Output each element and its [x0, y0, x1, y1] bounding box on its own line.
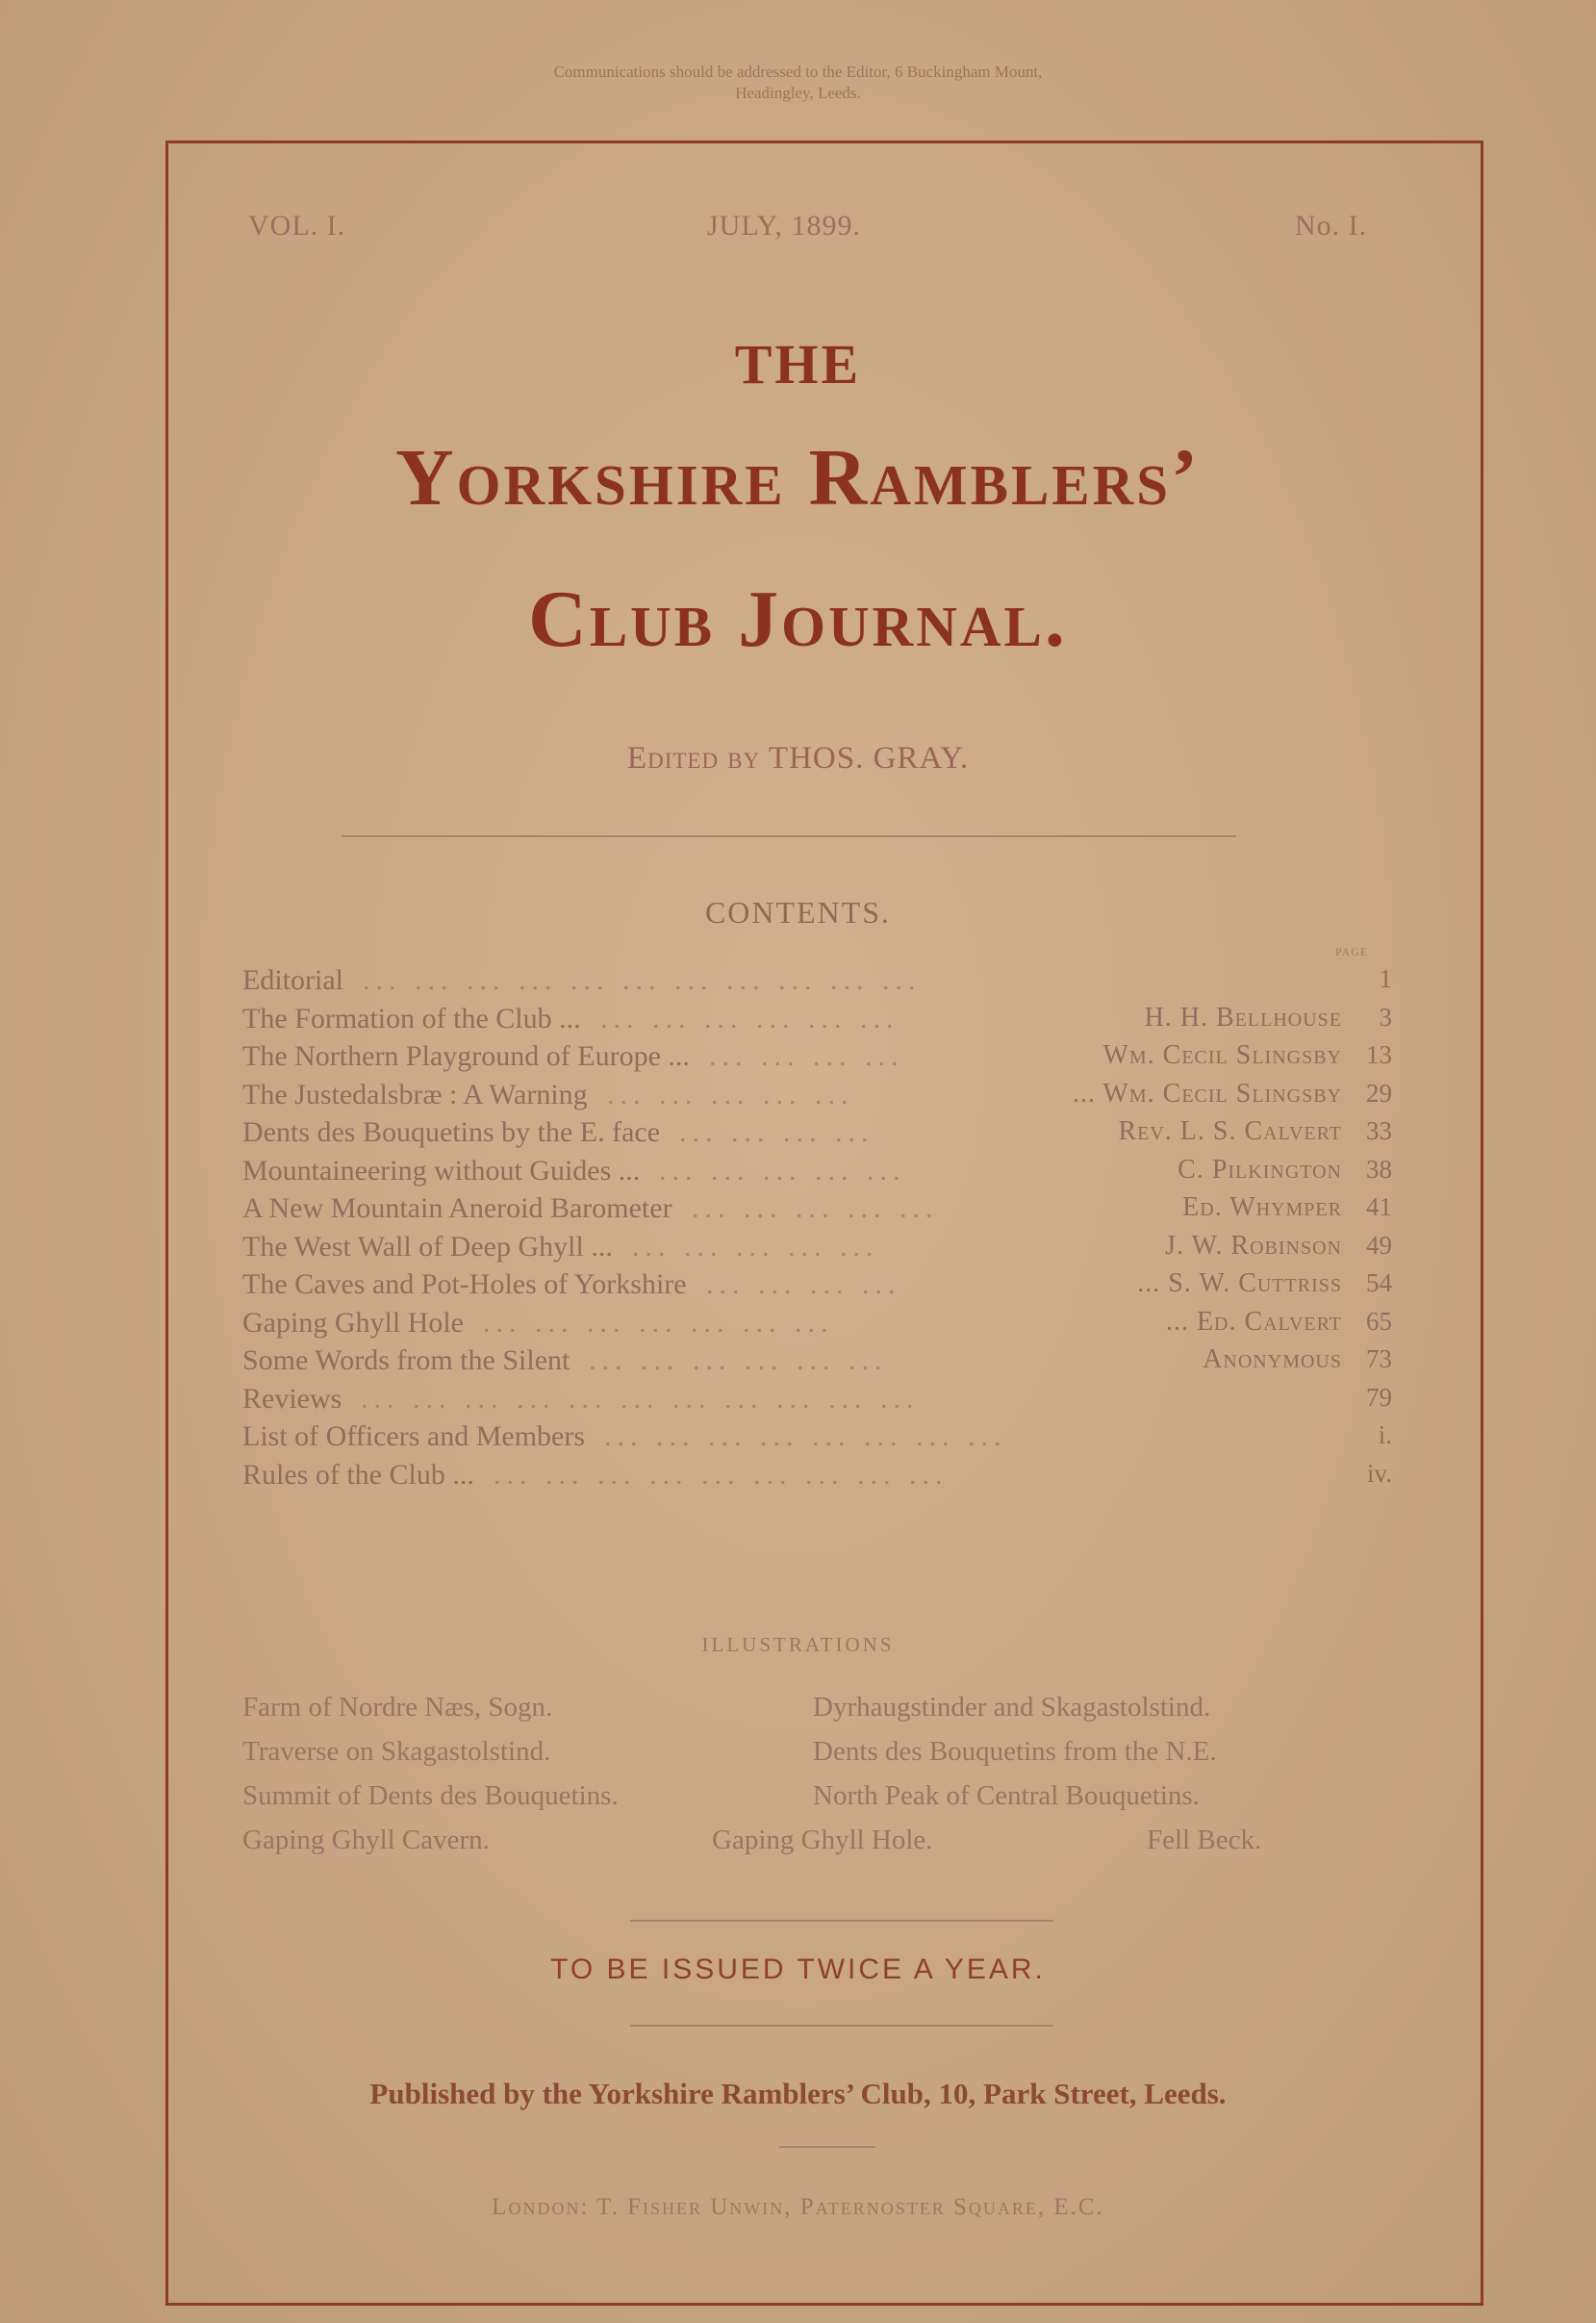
contents-row	[242, 1003, 1392, 1041]
contents-page-number: 73	[1366, 1344, 1392, 1373]
contents-title: The Formation of the Club ...	[242, 1002, 581, 1034]
editor-line	[0, 741, 1596, 777]
dot-leader: ... ... ... ... ... ... ...	[483, 1306, 834, 1339]
dot-leader: ... ... ... ...	[709, 1040, 904, 1072]
contents-row	[242, 1459, 1392, 1497]
illustration-item: Fell Beck.	[1147, 1825, 1262, 1855]
illustration-item: Summit of Dents des Bouquetins.	[242, 1780, 619, 1811]
contents-title: The Justedalsbræ : A Warning	[242, 1078, 588, 1110]
contents-title: Mountaineering without Guides ...	[242, 1154, 641, 1187]
header-note-line1: Communications should be addressed to the Editor, 6 Buckingham Mount,	[553, 63, 1043, 81]
contents-row	[242, 1420, 1392, 1459]
editor-prefix: Edited by	[626, 741, 761, 776]
contents-title: The Northern Playground of Europe ...	[242, 1040, 690, 1072]
contents-row	[242, 1040, 1392, 1079]
title-line2: Club Journal.	[528, 574, 1068, 664]
contents-page-number: 13	[1366, 1040, 1392, 1069]
dot-leader: ... ... ... ... ... ... ... ... ...	[494, 1458, 949, 1491]
illustration-item: Traverse on Skagastolstind.	[242, 1736, 551, 1767]
dot-leader: ... ... ... ... ... ...	[589, 1344, 888, 1376]
contents-page-number: 38	[1366, 1154, 1392, 1184]
dot-leader: ... ... ... ... ...	[607, 1078, 854, 1110]
contents-page-number: 54	[1366, 1268, 1392, 1297]
contents-title: Reviews	[242, 1382, 342, 1415]
title-the: THE	[734, 333, 862, 396]
dot-leader: ... ... ... ... ...	[659, 1154, 906, 1187]
contents-author: ... Ed. Calvert	[1165, 1306, 1342, 1337]
contents-row	[242, 1231, 1392, 1269]
header-note-line2: Headingley, Leeds.	[735, 84, 861, 102]
issued-notice: TO BE ISSUED TWICE A YEAR.	[550, 1953, 1046, 1985]
illustration-item: North Peak of Central Bouquetins.	[813, 1780, 1200, 1811]
dot-leader: ... ... ... ... ... ... ... ...	[604, 1420, 1007, 1452]
contents-author: Anonymous	[1203, 1344, 1342, 1374]
contents-title: Gaping Ghyll Hole	[242, 1306, 464, 1339]
illustration-item: Dents des Bouquetins from the N.E.	[813, 1736, 1217, 1767]
dot-leader: ... ... ... ... ...	[692, 1192, 939, 1224]
illustrations-heading: ILLUSTRATIONS	[701, 1633, 895, 1656]
contents-author: ... S. W. Cuttriss	[1137, 1268, 1342, 1298]
dot-leader: ... ... ... ... ... ... ... ... ... ... ...	[361, 1382, 920, 1415]
contents-page-number: 33	[1366, 1116, 1392, 1145]
contents-row	[242, 1383, 1392, 1421]
dot-leader: ... ... ... ... ... ... ... ... ... ... ...	[363, 964, 922, 996]
contents-title: List of Officers and Members	[242, 1420, 586, 1452]
contents-author: J. W. Robinson	[1165, 1230, 1342, 1261]
contents-row	[242, 1079, 1392, 1117]
issue-date: JULY, 1899.	[707, 210, 861, 242]
contents-page-number: 29	[1366, 1078, 1392, 1108]
contents-row	[242, 1192, 1392, 1231]
contents-row	[242, 1307, 1392, 1345]
editor-name: THOS. GRAY.	[768, 741, 970, 776]
divider-rule	[630, 1920, 1053, 1922]
contents-page-number: 3	[1379, 1002, 1392, 1032]
contents-title: The Caves and Pot-Holes of Yorkshire	[242, 1268, 687, 1300]
illustration-item: Farm of Nordre Næs, Sogn.	[242, 1692, 553, 1723]
contents-page-number: 41	[1366, 1192, 1392, 1221]
contents-title: A New Mountain Aneroid Barometer	[242, 1192, 672, 1224]
divider-rule	[779, 2146, 875, 2148]
issue-number: No. I.	[1295, 210, 1368, 242]
contents-author: Rev. L. S. Calvert	[1118, 1116, 1342, 1146]
contents-page-number: 79	[1366, 1382, 1392, 1412]
contents-row	[242, 964, 1392, 1003]
volume-label: VOL. I.	[248, 210, 346, 242]
contents-title: Editorial	[242, 964, 343, 996]
dot-leader: ... ... ... ... ...	[632, 1230, 879, 1263]
dot-leader: ... ... ... ...	[679, 1116, 874, 1148]
contents-page-number: 1	[1379, 964, 1392, 993]
illustration-item: Gaping Ghyll Cavern.	[242, 1825, 490, 1855]
illustration-item: Dyrhaugstinder and Skagastolstind.	[813, 1692, 1211, 1723]
contents-row	[242, 1344, 1392, 1383]
dot-leader: ... ... ... ...	[706, 1268, 901, 1300]
title-line1: Yorkshire Ramblers’	[394, 433, 1202, 523]
contents-page-number: i.	[1378, 1420, 1392, 1449]
contents-author: ... Wm. Cecil Slingsby	[1072, 1078, 1342, 1109]
divider-rule	[342, 835, 1236, 837]
contents-author: Ed. Whymper	[1182, 1192, 1342, 1222]
contents-page-number: 49	[1366, 1230, 1392, 1260]
contents-author: C. Pilkington	[1178, 1154, 1342, 1185]
contents-row	[242, 1268, 1392, 1307]
illustration-item: Gaping Ghyll Hole.	[712, 1825, 933, 1855]
london-imprint: London: T. Fisher Unwin, Paternoster Square, E.C.	[492, 2194, 1104, 2220]
divider-rule	[630, 2025, 1053, 2027]
contents-heading: CONTENTS.	[704, 895, 892, 930]
contents-title: Rules of the Club ...	[242, 1458, 474, 1491]
page-column-header: PAGE	[1335, 945, 1369, 958]
publisher-line: Published by the Yorkshire Ramblers’ Club, 10, Park Street, Leeds.	[369, 2077, 1227, 2110]
contents-row	[242, 1155, 1392, 1193]
contents-page-number: 65	[1366, 1306, 1392, 1336]
dot-leader: ... ... ... ... ... ...	[600, 1002, 899, 1034]
contents-row	[242, 1116, 1392, 1155]
contents-title: Dents des Bouquetins by the E. face	[242, 1116, 661, 1148]
contents-author: H. H. Bellhouse	[1144, 1002, 1342, 1033]
contents-page-number: iv.	[1367, 1458, 1392, 1488]
contents-author: Wm. Cecil Slingsby	[1102, 1040, 1342, 1070]
contents-title: The West Wall of Deep Ghyll ...	[242, 1230, 613, 1263]
contents-title: Some Words from the Silent	[242, 1344, 570, 1376]
